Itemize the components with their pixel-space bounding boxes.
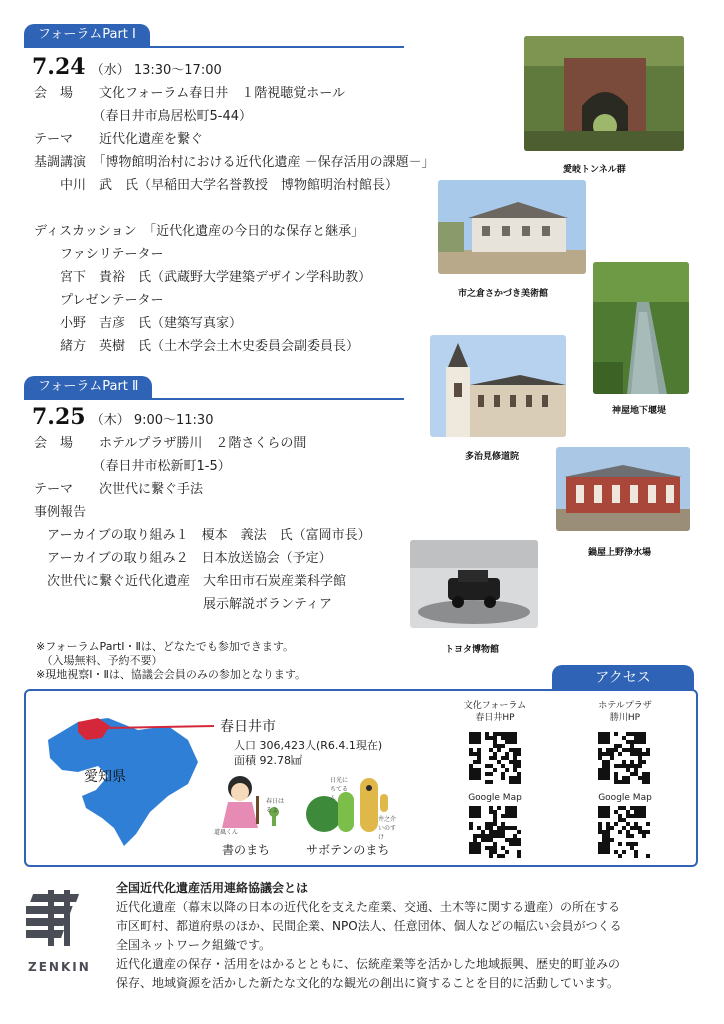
part2-day-time: （木） 9:00〜11:30 [90,413,214,428]
qr-label-forum-map: Google Map [468,793,522,803]
part2-details [34,432,371,616]
part2-row: 事例報告 [34,505,87,520]
part1-row: ディスカッション 「近代化遺産の今日的な保存と継承」 [34,224,365,239]
qr-code-hotel-map[interactable] [598,806,650,858]
town-cactus: サボテンのまち [306,843,390,857]
part1-row [34,197,435,220]
city-name: 春日井市 [220,719,276,735]
mascot-name: 道風くん [214,829,239,836]
photo-caption: 神屋地下堰堤 [612,406,667,416]
participation-notes [36,640,306,682]
zenkin-logo-icon [26,886,92,956]
photo-caption: 市之倉さかづき美術館 [458,289,549,299]
part1-row: テーマ 近代化遺産を繋ぐ [34,132,204,147]
qr-label-line: 文化フォーラム [463,701,527,711]
note-line: ※フォーラムPartⅠ・Ⅱは、どなたでも参加できます。 [36,640,295,653]
part1-date: 7.24 [32,54,86,80]
part1-row: 宮下 貴裕 氏（武蔵野大学建築デザイン学科助教） [34,270,372,285]
zenkin-logo-text: ZENKIN [28,960,91,974]
photo-caption: 鍋屋上野浄水場 [588,548,652,558]
photo-ichinokura-museum [438,180,586,274]
mascot-name: 井之介いのすけ [378,816,397,841]
part2-row: 会 場 ホテルプラザ勝川 ２階さくらの間 [34,436,307,451]
footer-heading: 全国近代化遺産活用連絡協議会とは [116,881,309,895]
note-line: （入場無料、予約不要） [36,654,163,667]
mascot-name: 日光にちてるん [330,777,349,802]
footer-line: 保存、地域資源を活かした新たな文化的な観光の創出に資することを目的に活動しています。 [116,976,620,990]
photo-nabeya-ueno-waterworks [556,447,690,531]
qr-label-line: 春日井HP [475,713,515,723]
part1-tab: フォーラムPart Ⅰ [24,24,150,46]
footer-text [116,879,696,993]
part2-tab-underline [24,398,404,400]
part1-row: 緒方 英樹 氏（土木学会土木史委員会副委員長） [34,339,360,354]
photo-caption: 愛岐トンネル群 [563,165,626,175]
part1-row: 会 場 文化フォーラム春日井 １階視聴覚ホール [34,86,345,101]
qr-label-forum-hp [462,700,528,724]
qr-label-line: 勝川HP [609,713,641,723]
photo-aigi-tunnel [524,36,684,151]
part2-date-line [32,404,213,430]
town-calligraphy: 書のまち [222,843,271,857]
part2-row: テーマ 次世代に繋ぐ手法 [34,482,204,497]
note-line: ※現地視察Ⅰ・Ⅱは、協議会会員のみの参加となります。 [36,668,306,681]
city-population: 人口 306,423人(R6.4.1現在) [234,739,383,752]
part1-row: プレゼンテーター [34,293,164,308]
part2-row: 展示解説ボランティア [34,597,332,612]
qr-code-forum-map[interactable] [469,806,521,858]
part2-row: アーカイブの取り組み１ 榎本 義法 氏（富岡市長） [34,528,371,543]
part1-row: 小野 吉彦 氏（建築写真家） [34,316,243,331]
part2-row: 次世代に繋ぐ近代化遺産 大牟田市石炭産業科学館 [34,574,347,589]
part1-tab-underline [24,46,404,48]
part1-row: ファシリテーター [34,247,164,262]
aichi-map [38,700,218,854]
qr-code-hotel-hp[interactable] [598,732,650,784]
city-area: 面積 92.78㎢ [234,754,302,767]
qr-code-forum-hp[interactable] [469,732,521,784]
part2-row: アーカイブの取り組み２ 日本放送協会（予定） [34,551,332,566]
footer-line: 近代化遺産の保存・活用をはかるとともに、伝統産業等を活かした地域振興、歴史的町並みの [116,957,621,971]
part1-date-line [32,54,222,80]
footer-line: 近代化遺産（幕末以降の日本の近代化を支えた産業、交通、土木等に関する遺産）の所在する [116,900,621,914]
part1-row: （春日井市鳥居松町5-44） [34,109,253,124]
photo-toyota-museum [410,540,538,628]
part2-date: 7.25 [32,404,86,430]
photo-kamiya-weir [593,262,689,394]
mascot-name: 春日はるよ [266,798,285,814]
qr-label-hotel-map: Google Map [598,793,652,803]
part1-day-time: （水） 13:30〜17:00 [90,63,222,78]
pref-label: 愛知県 [84,769,126,785]
footer-line: 市区町村、都道府県のほか、民間企業、NPO法人、任意団体、個人などの幅広い会員がつくる [116,919,622,933]
qr-label-line: ホテルプラザ [598,701,652,711]
access-tab: アクセス [552,665,694,691]
footer-line: 全国ネットワーク組織です。 [116,938,272,952]
part1-row: 基調講演 「博物館明治村における近代化遺産 －保存活用の課題－」 [34,155,435,170]
part1-details [34,82,435,358]
part2-tab: フォーラムPart Ⅱ [24,376,152,398]
photo-caption: トヨタ博物館 [445,645,500,655]
photo-caption: 多治見修道院 [465,452,520,462]
photo-tajimi-monastery [430,335,566,437]
qr-label-hotel-hp [592,700,658,724]
part1-row: 中川 武 氏（早稲田大学名誉教授 博物館明治村館長） [34,178,399,193]
part2-row: （春日井市松新町1-5） [34,459,231,474]
